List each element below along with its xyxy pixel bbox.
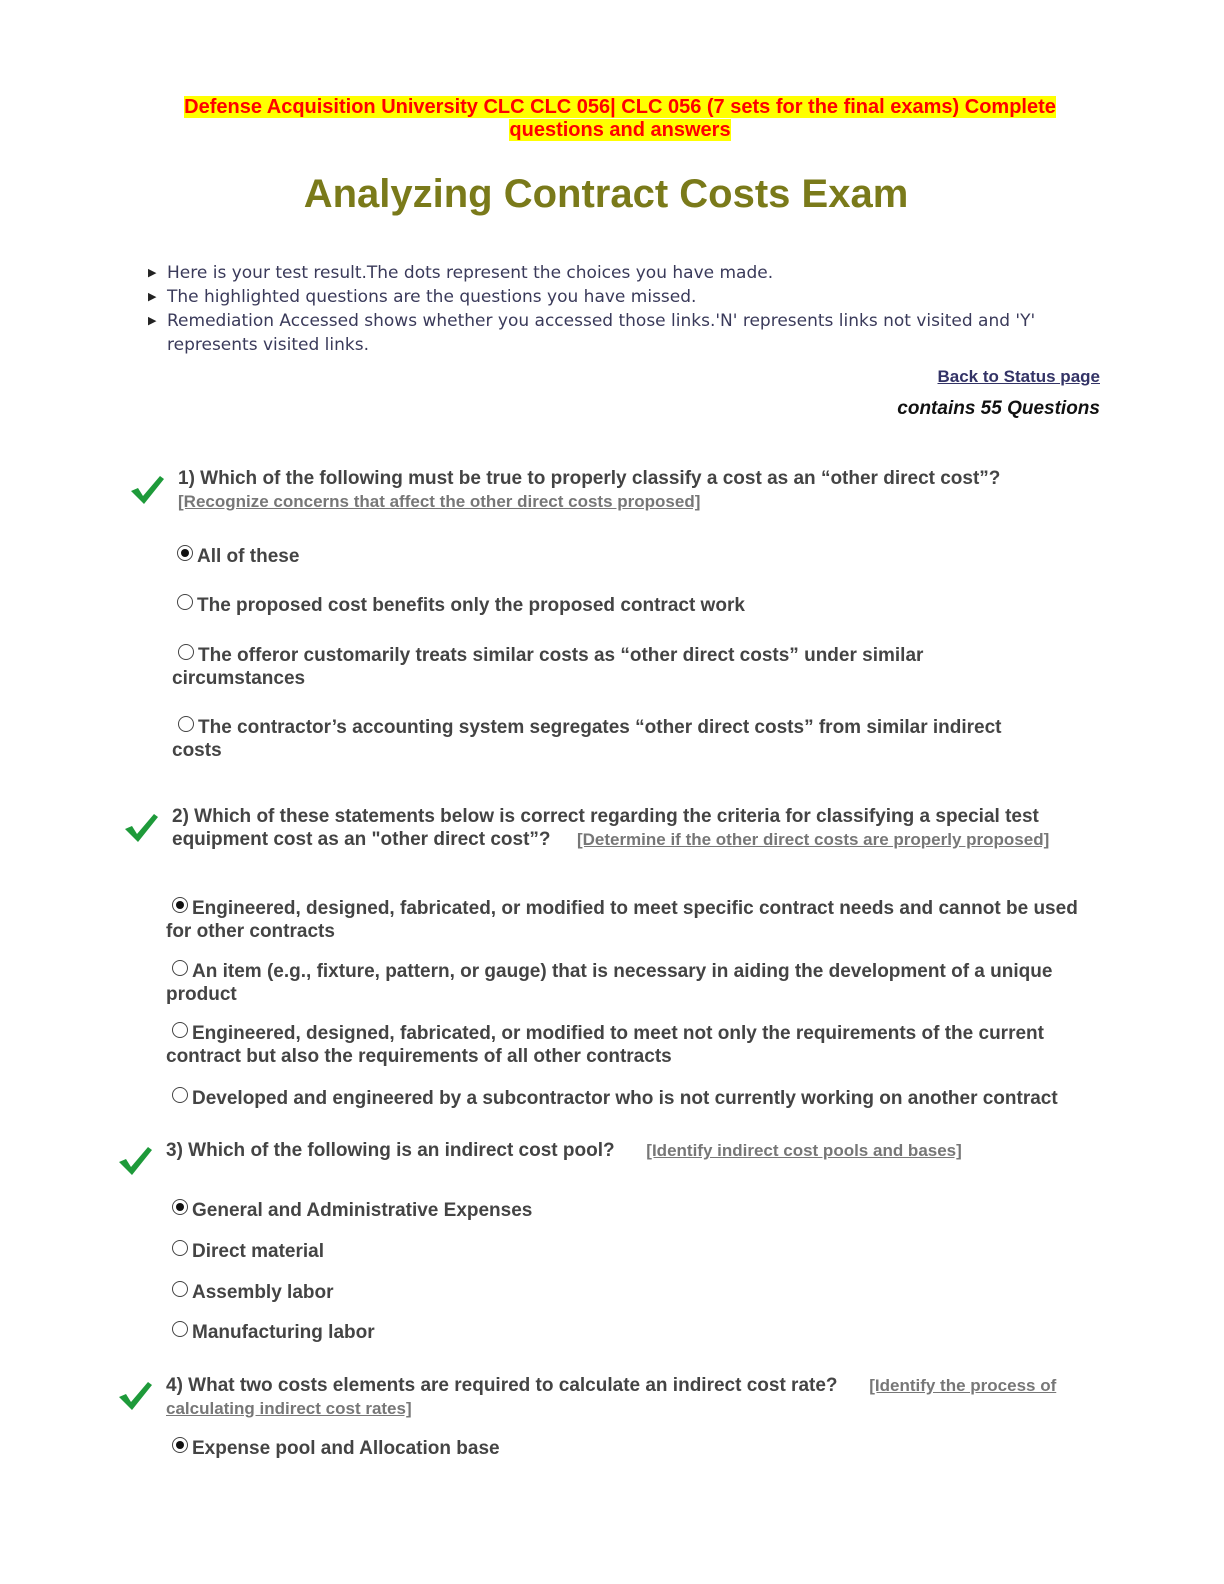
answer-label: The contractor’s accounting system segregates “other direct costs” from similar indirect costs <box>172 717 1002 761</box>
radio-unselected-icon[interactable] <box>172 1240 188 1256</box>
intro-bullet-text: Remediation Accessed shows whether you accessed those links.'N' represents links not visited and 'Y' represents visited links. <box>167 311 1036 355</box>
answer-label: An item (e.g., fixture, pattern, or gauge) that is necessary in aiding the development of a unique product <box>166 961 1053 1005</box>
radio-unselected-icon[interactable] <box>172 1022 188 1038</box>
banner-line-2: questions and answers <box>509 119 731 141</box>
answer-option[interactable] <box>172 1087 1112 1110</box>
question-3 <box>166 1139 1096 1162</box>
check-icon <box>116 1378 154 1414</box>
answer-option[interactable] <box>172 1240 1072 1263</box>
question-2 <box>172 805 1092 851</box>
check-icon <box>116 1143 154 1179</box>
question-4 <box>166 1374 1096 1420</box>
radio-unselected-icon[interactable] <box>172 960 188 976</box>
radio-unselected-icon[interactable] <box>178 644 194 660</box>
document-banner <box>120 96 1120 142</box>
answer-label: Assembly labor <box>192 1282 334 1303</box>
topic-link[interactable]: [Determine if the other direct costs are properly proposed] <box>576 830 1050 849</box>
radio-selected-icon[interactable] <box>177 545 193 561</box>
answer-option[interactable] <box>166 1022 1096 1068</box>
question-1 <box>178 467 1078 513</box>
answer-label: General and Administrative Expenses <box>192 1200 533 1221</box>
answer-label: The proposed cost benefits only the proposed contract work <box>197 595 745 616</box>
answer-option[interactable] <box>172 644 1052 690</box>
answer-label: Direct material <box>192 1241 325 1262</box>
question-text: 2) Which of these statements below is correct regarding the criteria for classifying a special test equipment cost as an "other direct cost”? <box>172 806 1039 850</box>
answer-option[interactable] <box>172 716 1052 762</box>
question-text: 3) Which of the following is an indirect cost pool? <box>166 1140 615 1161</box>
answer-option[interactable] <box>166 897 1096 943</box>
radio-unselected-icon[interactable] <box>178 716 194 732</box>
answer-option[interactable] <box>166 960 1106 1006</box>
radio-selected-icon[interactable] <box>172 897 188 913</box>
question-count: contains 55 Questions <box>897 398 1100 419</box>
answer-label: All of these <box>197 546 300 567</box>
bullet-triangle-icon: ▶ <box>148 314 157 327</box>
page-title: Analyzing Contract Costs Exam <box>303 172 909 216</box>
topic-link[interactable]: [Identify indirect cost pools and bases] <box>646 1141 962 1160</box>
bullet-triangle-icon: ▶ <box>148 290 157 303</box>
bullet-triangle-icon: ▶ <box>148 266 157 279</box>
radio-unselected-icon[interactable] <box>172 1281 188 1297</box>
answer-label: Expense pool and Allocation base <box>192 1438 500 1459</box>
intro-bullet-text: Here is your test result.The dots represent the choices you have made. <box>167 263 774 283</box>
intro-bullet <box>146 261 1076 285</box>
answer-option[interactable] <box>172 1281 1072 1304</box>
radio-unselected-icon[interactable] <box>172 1321 188 1337</box>
banner-line-1: Defense Acquisition University CLC CLC 056| CLC 056 (7 sets for the final exams) Complete <box>184 96 1056 118</box>
answer-option[interactable] <box>177 594 1077 617</box>
radio-selected-icon[interactable] <box>172 1437 188 1453</box>
intro-bullet-list <box>146 261 1076 357</box>
question-text: 1) Which of the following must be true to properly classify a cost as an “other direct cost”? <box>178 468 1001 489</box>
intro-bullet <box>146 309 1076 357</box>
answer-option[interactable] <box>172 1321 1072 1344</box>
radio-unselected-icon[interactable] <box>172 1087 188 1103</box>
topic-link[interactable]: [Identify the process of calculating indirect cost rates] <box>166 1376 1057 1418</box>
answer-label: Developed and engineered by a subcontractor who is not currently working on another contract <box>192 1088 1058 1109</box>
topic-link[interactable]: [Recognize concerns that affect the other direct costs proposed] <box>178 492 701 511</box>
answer-option[interactable] <box>172 1199 1072 1222</box>
answer-option[interactable] <box>172 1437 1072 1460</box>
radio-selected-icon[interactable] <box>172 1199 188 1215</box>
radio-unselected-icon[interactable] <box>177 594 193 610</box>
answer-label: Manufacturing labor <box>192 1322 375 1343</box>
intro-bullet <box>146 285 1076 309</box>
check-icon <box>122 810 160 846</box>
answer-label: Engineered, designed, fabricated, or modified to meet not only the requirements of the current contract but also the requirements of all other contracts <box>166 1023 1044 1067</box>
answer-option[interactable] <box>177 545 1077 568</box>
intro-bullet-text: The highlighted questions are the questions you have missed. <box>167 287 697 307</box>
back-to-status-link[interactable]: Back to Status page <box>937 367 1100 386</box>
answer-label: Engineered, designed, fabricated, or modified to meet specific contract needs and cannot be used for other contracts <box>166 898 1078 942</box>
question-text: 4) What two costs elements are required to calculate an indirect cost rate? <box>166 1375 838 1396</box>
answer-label: The offeror customarily treats similar costs as “other direct costs” under similar circumstances <box>172 645 924 689</box>
check-icon <box>128 472 166 508</box>
